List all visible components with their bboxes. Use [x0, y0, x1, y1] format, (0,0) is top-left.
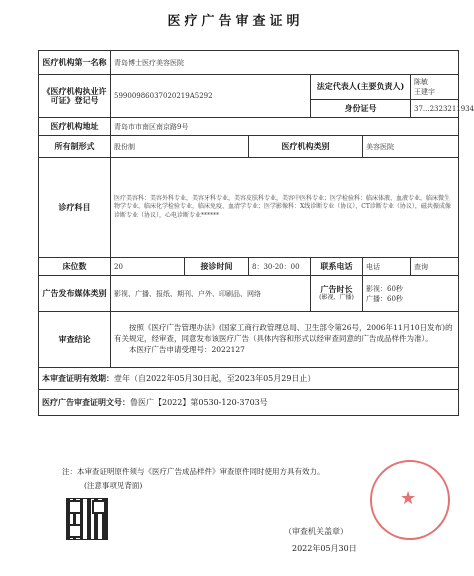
document-title: 医疗广告审查证明 — [167, 14, 304, 29]
duration-value-1: 影视：60秒 — [366, 284, 403, 293]
phone-label: 联系电话 — [311, 258, 363, 276]
name-value: 青岛博士医疗美容医院 — [111, 51, 459, 75]
ownership-value: 股份制 — [111, 136, 249, 158]
category-value: 美容医院 — [363, 136, 459, 158]
scope-label: 诊疗科目 — [39, 158, 111, 258]
legal-rep-label: 法定代表人(主要负责人) — [311, 75, 411, 100]
conclusion-text: 按照《医疗广告管理办法》(国家工商行政管理总局、卫生部令第26号，2006年11月10日发布)的有关规定，经审查，同意发布该医疗广告（具体内容和形式以经审查同意的广告成品样件为准）。 — [114, 323, 453, 344]
qr-corner-bottom-left — [68, 524, 82, 538]
certificate-table — [38, 50, 474, 416]
conclusion-cell — [111, 312, 459, 368]
issue-date: 2022年05月30日 — [292, 544, 357, 553]
qr-corner-top-right — [92, 500, 106, 514]
name-label: 医疗机构第一名称 — [39, 51, 111, 75]
media-label: 广告发布媒体类别 — [39, 276, 111, 312]
cert-no-value: 鲁医广【2022】第0530-120-3703号 — [130, 397, 268, 407]
duration-label-sub: (影视、广播) — [319, 293, 354, 301]
official-seal — [370, 460, 450, 540]
beds-value: 20 — [111, 258, 185, 276]
legal-rep-name-1: 陈敏 — [414, 78, 428, 86]
duration-value-2: 广播：60秒 — [366, 294, 403, 303]
seal-label: （审查机关盖章） — [284, 527, 348, 536]
address-label: 医疗机构地址 — [39, 118, 111, 136]
validity-label: 本审查证明有效期： — [42, 372, 114, 383]
legal-rep-name-2: 王建宇 — [414, 88, 435, 96]
phone-value-2: 查询 — [411, 258, 459, 276]
duration-label — [311, 276, 363, 312]
license-value: 59900986037020219A5292 — [111, 75, 311, 118]
hours-value: 8：30-20：00 — [249, 258, 311, 276]
id-value: 37...2323211934 — [411, 100, 459, 118]
cert-no-label: 医疗广告审查证明文号： — [42, 396, 130, 407]
id-label: 身份证号 — [311, 100, 411, 118]
cert-no-row — [39, 390, 459, 416]
license-label: 《医疗机构执业许可证》登记号 — [39, 75, 111, 118]
duration-value — [363, 276, 459, 312]
seal-star-icon: ★ — [400, 488, 417, 509]
duration-label-main: 广告时长 — [320, 284, 353, 295]
media-value: 影视、广播、报纸、期刊、户外、印刷品、网络 — [111, 276, 311, 312]
validity-value: 壹年（自2022年05月30日起，至2023年05月29日止） — [114, 373, 316, 383]
hours-label: 接诊时间 — [185, 258, 249, 276]
receipt-label: 本医疗广告申请受理号： — [129, 344, 212, 354]
qr-code — [66, 498, 108, 540]
beds-label: 床位数 — [39, 258, 111, 276]
validity-row — [39, 368, 459, 390]
receipt-line — [114, 345, 455, 356]
legal-rep-value — [411, 75, 459, 100]
scope-value: 医疗美容科：美容外科专业，美容牙科专业，美容皮肤科专业，美容中医科专业；医学检验科：临床体液、血液专业，临床微生物学专业，临床化学检验专业，临床免疫、血清学专业；医学影像科：X线诊断专业（协议），CT诊断专业（协议），磁共振成像诊断专业（协议），心电诊断专业****** — [111, 158, 459, 258]
footnote: 注：本审查证明原件须与《医疗广告成品样件》审查原件同时使用方具有效力。 — [62, 467, 325, 476]
footnote-2: (注意事项见背面) — [84, 481, 143, 490]
phone-value: 电话 — [363, 258, 411, 276]
address-value: 青岛市市南区南京路9号 — [111, 118, 459, 136]
conclusion-label: 审查结论 — [39, 312, 111, 368]
receipt-value: 2022127 — [211, 344, 245, 354]
category-label: 医疗机构类别 — [249, 136, 363, 158]
qr-corner-top-left — [68, 500, 82, 514]
ownership-label: 所有制形式 — [39, 136, 111, 158]
